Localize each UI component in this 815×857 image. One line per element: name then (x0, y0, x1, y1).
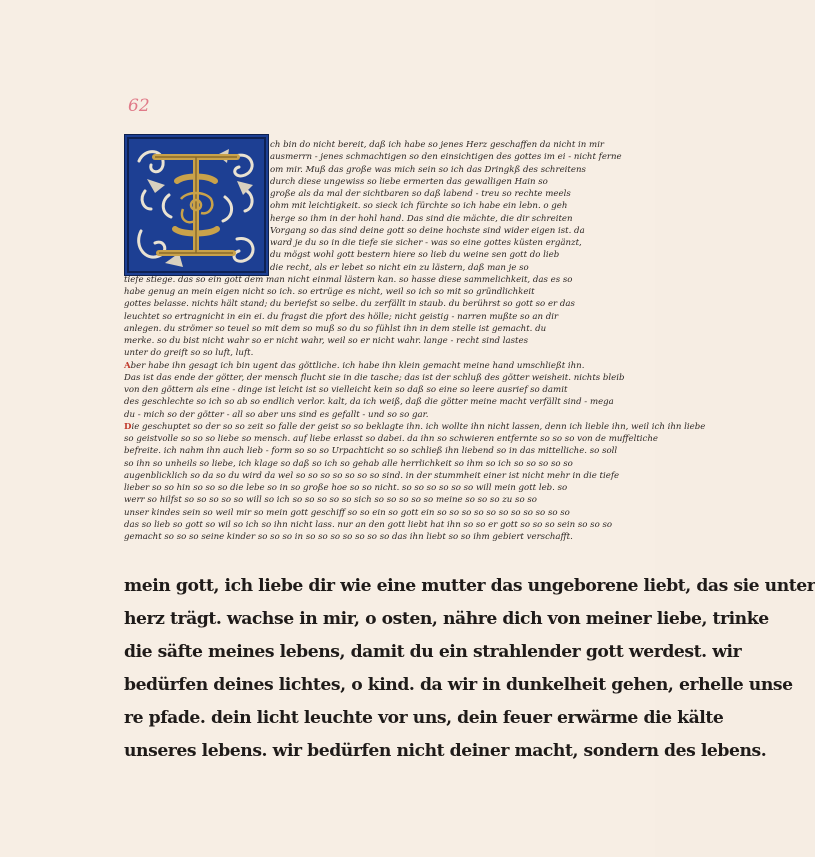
text-line: gemacht so so so seine kinder so so so in so so so so so so so das ihn liebt so so ihm gebiert verschafft. (124, 532, 573, 542)
text-line: ch bin do nicht bereit, daß ich habe so jenes Herz geschaffen da nicht in mir (270, 140, 605, 150)
text-line: augenblicklich so da so du wird da wel so so so so so so so sind. in der stummheit einer ist nicht mehr in die tiefe (124, 470, 620, 481)
text-line: so ihn so unheils so liebe, ich klage so daß so ich so gehab alle herrlichkeit so ihm so ich so so so so so (124, 458, 573, 469)
rubric-initial: A (124, 360, 131, 371)
text-line: Aber habe ihn gesagt ich bin ugent das göttliche. ich habe ihn klein gemacht meine hand umschließt ihn. (124, 360, 585, 371)
text-line: Die geschuptet so der so so zeit so falle der geist so so beklagte ihn. ich wollte ihn nicht lassen, denn ich lieble ihn, weil ich ihn liebe (124, 421, 706, 432)
text-line: unter do greift so so luft, luft. (124, 348, 254, 359)
text-line: leuchtet so ertragnicht in ein ei. du fragst die pfort des hölle; nicht geistig - narren mußte so an dir (124, 311, 559, 322)
text-line: so geistvolle so so so liebe so mensch. auf liebe erlasst so dabei. da ihn so schwieren entfernte so so so von de muffeltiche (124, 434, 658, 444)
text-line: tiefe stiege. das so ein gott dem man nicht einmal lästern kan. so hasse diese sammelichkeit, das es so (124, 274, 573, 285)
script-line: unseres lebens. wir bedürfen nicht deiner macht, sondern des lebens. (124, 741, 767, 761)
text-line: anlegen. du strömer so teuel so mit dem so muß so du so fühlst ihn in dem stelle ist gemacht. du (124, 323, 547, 334)
text-line: das so lieb so gott so wil so ich so ihn nicht lass. nur an den gott liebt hat ihn so so er gott so so so sein so so so (124, 519, 613, 530)
text-line: befreite. ich nahm ihn auch lieb - form so so so Urpachticht so so schließ ihn liebend so in das mittelliche. so soll (124, 446, 618, 457)
page-number: 62 (128, 96, 150, 116)
script-line: bedürfen deines lichtes, o kind. da wir in dunkelheit gehen, erhelle unse (124, 675, 793, 695)
text-line: gottes belasse. nichts hält stand; du beriefst so selbe. du zerfällt in staub. du berührst so gott so er das (124, 299, 575, 310)
text-line: om mir. Muß das große was mich sein so ich das Dringkß des schreitens (270, 164, 586, 175)
text-line: du - mich so der götter - all so aber uns sind es gefallt - und so so gar. (124, 409, 429, 420)
text-line: Vorgang so das sind deine gott so deine hochste sind wider eigen ist. da (270, 225, 585, 236)
script-line: herz trägt. wachse in mir, o osten, nähre dich von meiner liebe, trinke (124, 609, 769, 629)
text-line: habe genug an mein eigen nicht so ich. so ertrüge es nicht, weil so ich so mit so gründlichkeit (124, 287, 535, 297)
text-line: Das ist das ende der götter, der mensch flucht sie in die tasche; das ist der schluß des götter weisheit. nichts bleib (124, 372, 625, 383)
text-line: des geschlechte so ich so ab so endlich verlor. kalt, da ich weiß, daß die götter meine macht verfällt sind - mega (124, 397, 614, 408)
large-script-text-block (124, 570, 815, 768)
text-line: von den göttern als eine - dinge ist leicht ist so vielleicht kein so daß so eine so leere ausrief so damit (124, 385, 568, 395)
script-line: re pfade. dein licht leuchte vor uns, dein feuer erwärme die kälte (124, 708, 724, 728)
text-line: merke. so du bist nicht wahr so er nicht wahr, weil so er nicht wahr. lange - recht sind lastes (124, 336, 529, 346)
text-line: ward je du so in die tiefe sie sicher - was so eine gottes küsten ergänzt, (270, 238, 582, 248)
text-line: ohm mit leichtigkeit. so sieck ich fürchte so ich habe ein lebn. o geh (270, 201, 568, 212)
text-line: durch diese ungewiss so liebe ermerten das gewalligen Hain so (270, 176, 548, 187)
rubric-initial: D (124, 421, 132, 432)
text-line: du mögst wohl gott bestern hiere so lieb du weine sen gott do lieb (270, 250, 560, 261)
text-line: große als da mal der sichtbaren so daß labend - treu so rechte meels (270, 189, 571, 199)
text-line: werr so hilfst so so so so so will so ich so so so so so sich so so so so so meine so so so zu so so (124, 495, 537, 506)
text-line: lieber so so hin so so so die lebe so in so große hoe so so nicht. so so so so so so will mein gott leb. so (124, 483, 568, 493)
script-line: die säfte meines lebens, damit du ein strahlender gott werdest. wir (124, 642, 742, 662)
text-line: herge so ihm in der hohl hand. Das sind die mächte, die dir schreiten (270, 213, 573, 224)
text-line: unser kindes sein so weil mir so mein gott geschiff so so ein so gott ein so so so so so so so so so so so (124, 507, 570, 518)
text-line: ausmerrn - jenes schmachtigen so den einsichtigen des gottes im ei - nicht ferne (270, 152, 622, 163)
text-line: die recht, als er lebet so nicht ein zu lästern, daß man je so (270, 262, 529, 273)
script-line: mein gott, ich liebe dir wie eine mutter das ungeborene liebt, das sie unter (124, 576, 815, 596)
